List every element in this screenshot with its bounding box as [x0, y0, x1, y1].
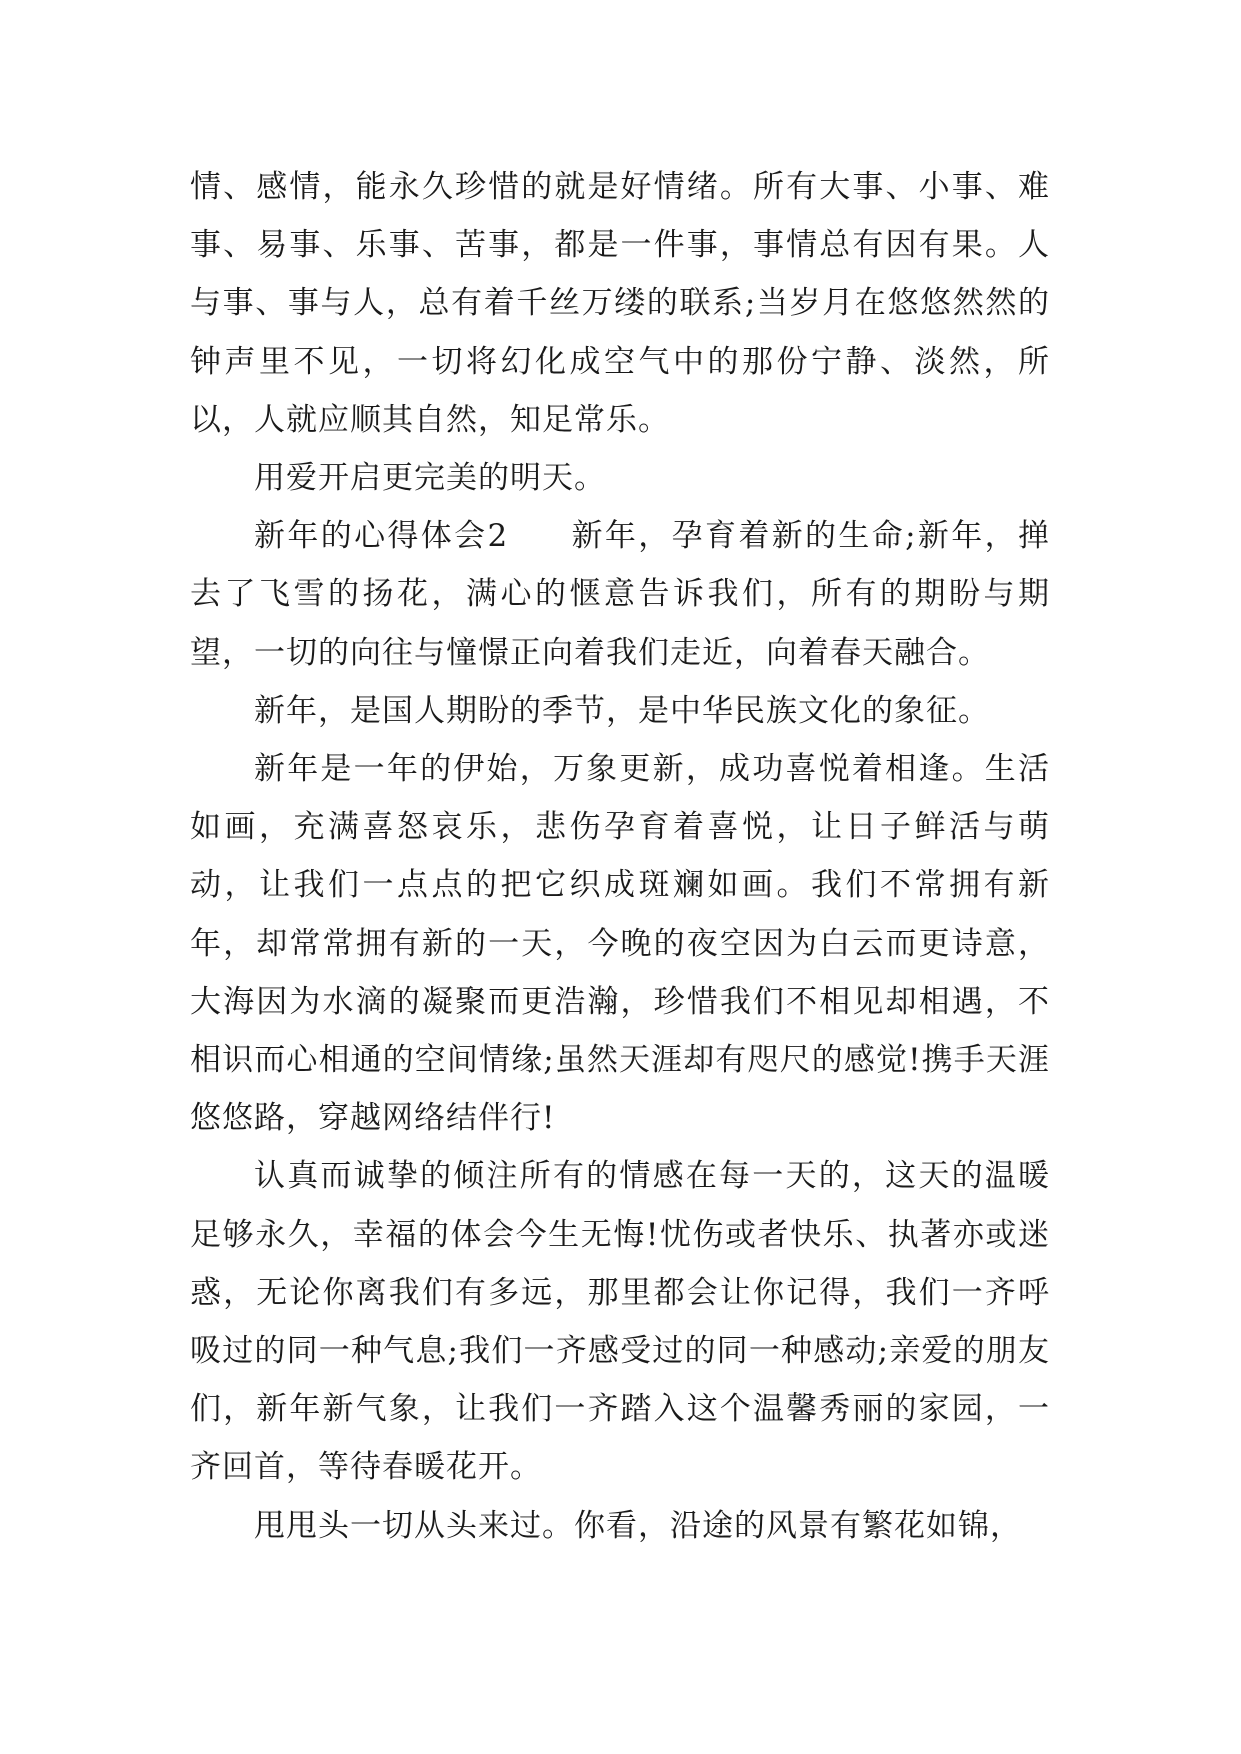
document-body — [190, 158, 1050, 1555]
paragraph: 新年是一年的伊始，万象更新，成功喜悦着相逢。生活如画，充满喜怒哀乐，悲伤孕育着喜悦，让日子鲜活与萌动，让我们一点点的把它织成斑斓如画。我们不常拥有新年，却常常拥有新的一天，今晚的夜空因为白云而更诗意，大海因为水滴的凝聚而更浩瀚，珍惜我们不相见却相遇，不相识而心相通的空间情缘;虽然天涯却有咫尺的感觉!携手天涯悠悠路，穿越网络结伴行! — [190, 751, 1050, 1137]
paragraph: 甩甩头一切从头来过。你看，沿途的风景有繁花如锦， — [254, 1507, 1022, 1544]
paragraph: 认真而诚挚的倾注所有的情感在每一天的，这天的温暖足够永久，幸福的体会今生无悔!忧伤或者快乐、执著亦或迷惑，无论你离我们有多远，那里都会让你记得，我们一齐呼吸过的同一种气息;我们一齐感受过的同一种感动;亲爱的朋友们，新年新气象，让我们一齐踏入这个温馨秀丽的家园，一齐回首，等待春暖花开。 — [190, 1158, 1050, 1486]
paragraph-text: 新年，孕育着新的生命;新年，掸去了飞雪的扬花，满心的惬意告诉我们，所有的期盼与期望，一切的向往与憧憬正向着我们走近，向着春天融合。 — [190, 518, 1050, 671]
paragraph: 新年，是国人期盼的季节，是中华民族文化的象征。 — [254, 692, 990, 729]
paragraph-continued: 情、感情，能永久珍惜的就是好情绪。所有大事、小事、难事、易事、乐事、苦事，都是一件事，事情总有因有果。人与事、事与人，总有着千丝万缕的联系;当岁月在悠悠然然的钟声里不见，一切将幻化成空气中的那份宁静、淡然，所以，人就应顺其自然，知足常乐。 — [190, 169, 1050, 438]
section-heading: 新年的心得体会2 — [254, 518, 509, 555]
paragraph: 用爱开启更完美的明天。 — [254, 460, 606, 497]
paragraph-with-heading — [190, 507, 1050, 682]
